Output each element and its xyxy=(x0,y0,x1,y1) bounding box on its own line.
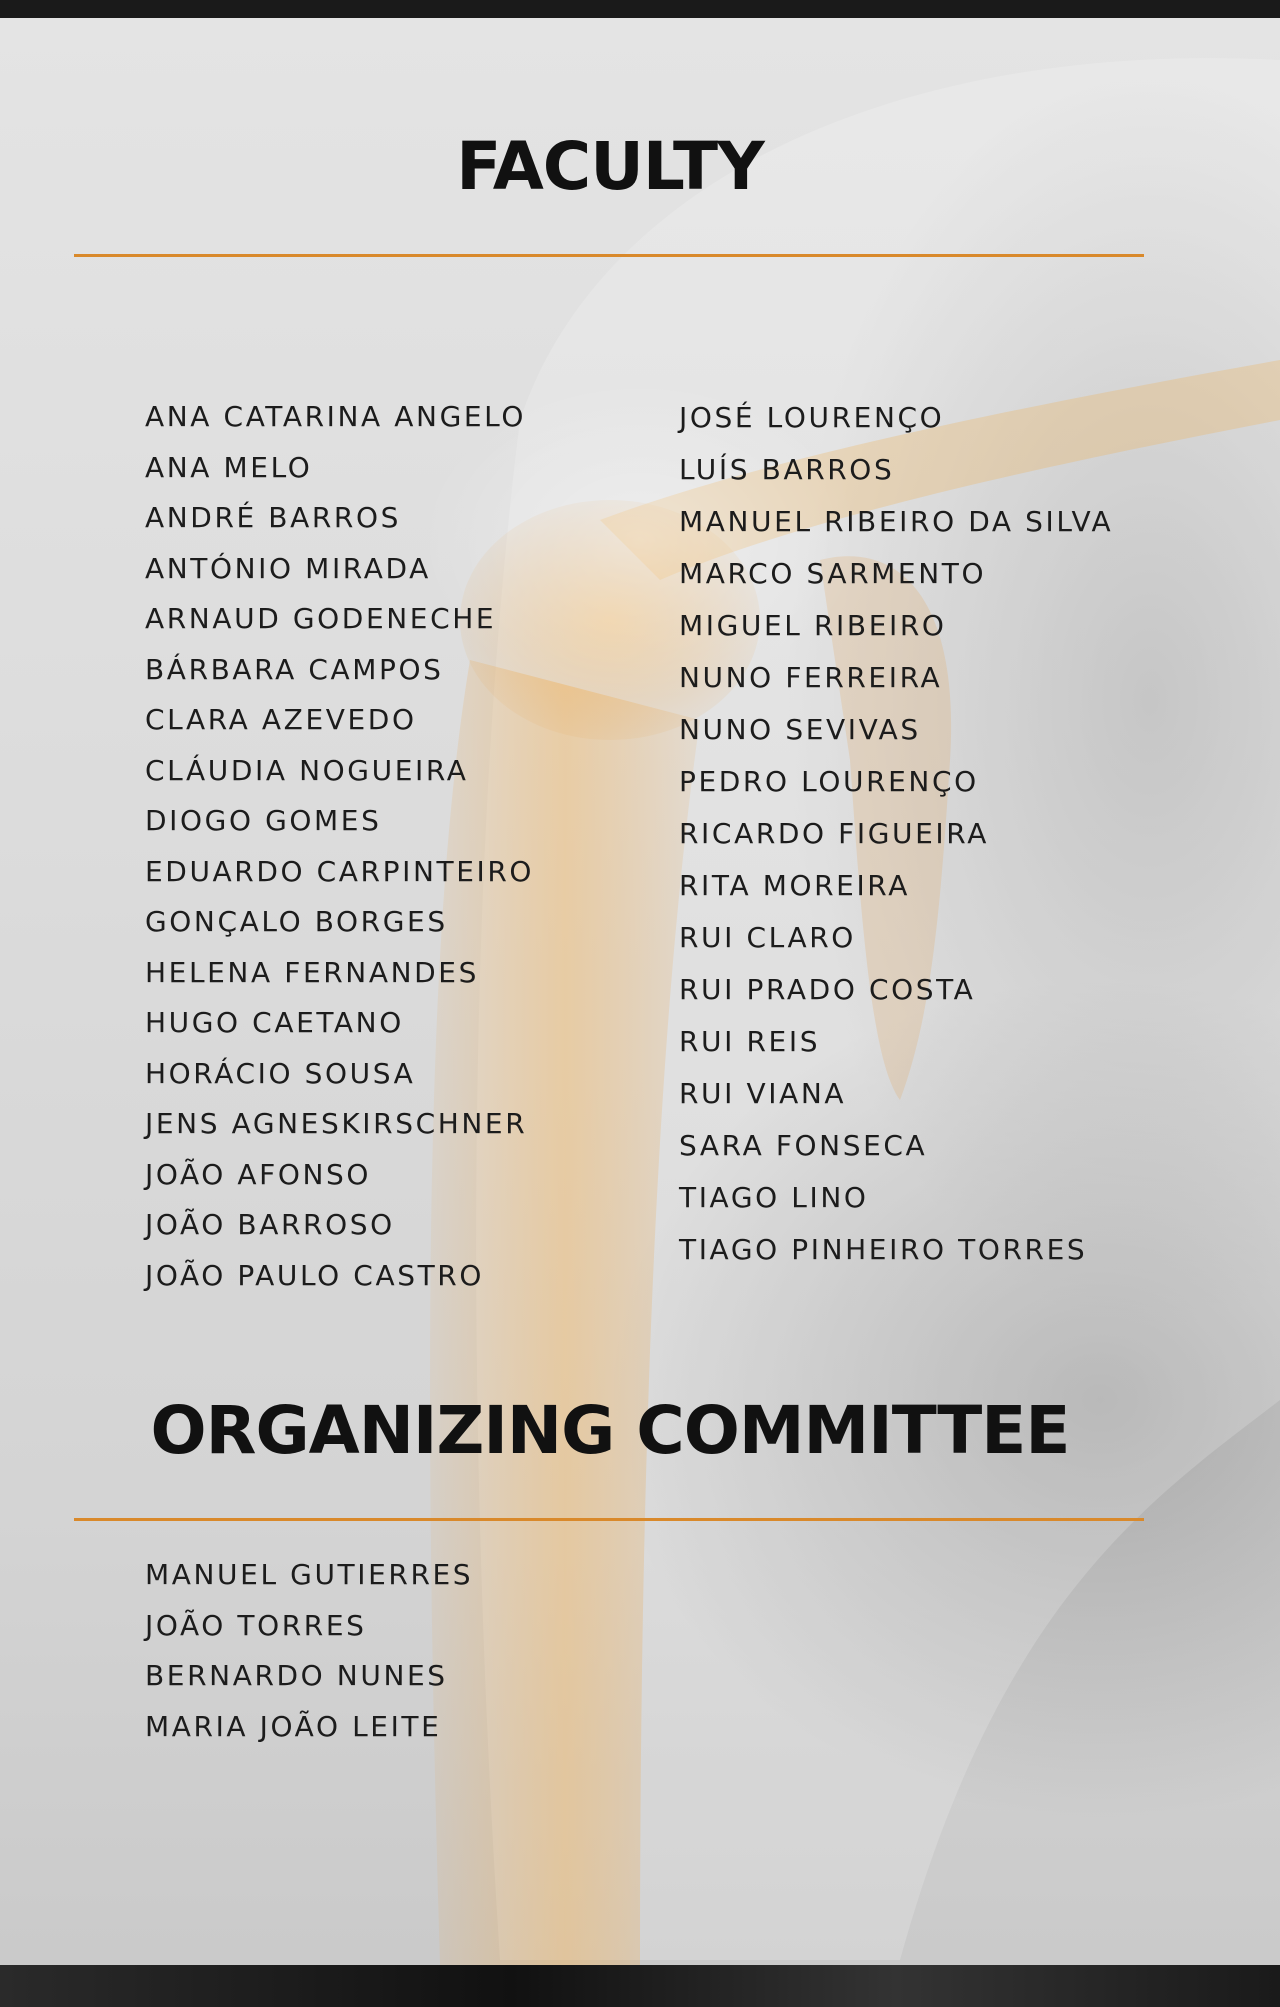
faculty-name: MANUEL RIBEIRO DA SILVA xyxy=(679,505,1114,538)
faculty-name: EDUARDO CARPINTEIRO xyxy=(145,854,535,888)
faculty-name: ANTÓNIO MIRADA xyxy=(145,551,431,585)
faculty-name: ARNAUD GODENECHE xyxy=(145,602,497,635)
faculty-name: JOSÉ LOURENÇO xyxy=(679,401,945,434)
faculty-heading: FACULTY xyxy=(456,128,764,205)
faculty-name: JOÃO AFONSO xyxy=(145,1157,372,1191)
faculty-name: RUI PRADO COSTA xyxy=(679,973,976,1006)
faculty-divider xyxy=(74,254,1144,257)
faculty-name: ANA MELO xyxy=(145,450,313,484)
faculty-name: HUGO CAETANO xyxy=(145,1006,404,1039)
faculty-name: BÁRBARA CAMPOS xyxy=(145,652,444,686)
faculty-name: RUI CLARO xyxy=(679,921,856,954)
committee-member: JOÃO TORRES xyxy=(145,1608,367,1642)
faculty-name: PEDRO LOURENÇO xyxy=(679,765,979,798)
committee-member: BERNARDO NUNES xyxy=(145,1659,448,1692)
committee-heading: ORGANIZING COMMITTEE xyxy=(150,1392,1070,1469)
faculty-name: JENS AGNESKIRSCHNER xyxy=(145,1107,528,1140)
bottom-border xyxy=(0,1965,1280,2007)
faculty-name: JOÃO PAULO CASTRO xyxy=(145,1258,484,1292)
faculty-name: CLARA AZEVEDO xyxy=(145,703,417,736)
faculty-list-right xyxy=(679,392,1113,1276)
faculty-name: HORÁCIO SOUSA xyxy=(145,1056,416,1090)
faculty-name: TIAGO PINHEIRO TORRES xyxy=(679,1233,1088,1266)
faculty-name: MIGUEL RIBEIRO xyxy=(679,609,947,642)
faculty-name: RUI VIANA xyxy=(679,1077,847,1110)
faculty-name: DIOGO GOMES xyxy=(145,804,382,837)
faculty-list-left xyxy=(145,392,534,1301)
committee-list xyxy=(145,1550,473,1752)
faculty-name: NUNO FERREIRA xyxy=(679,661,943,694)
committee-divider xyxy=(74,1518,1144,1521)
faculty-name: NUNO SEVIVAS xyxy=(679,713,921,746)
faculty-name: HELENA FERNANDES xyxy=(145,955,479,989)
faculty-name: RUI REIS xyxy=(679,1025,821,1058)
faculty-name: RICARDO FIGUEIRA xyxy=(679,817,989,850)
faculty-name: CLÁUDIA NOGUEIRA xyxy=(145,753,469,787)
faculty-name: LUÍS BARROS xyxy=(679,453,895,486)
faculty-name: ANDRÉ BARROS xyxy=(145,501,401,534)
faculty-name: SARA FONSECA xyxy=(679,1129,928,1162)
committee-member: MARIA JOÃO LEITE xyxy=(145,1709,442,1743)
committee-member: MANUEL GUTIERRES xyxy=(145,1558,474,1591)
faculty-name: ANA CATARINA ANGELO xyxy=(145,400,527,433)
faculty-name: RITA MOREIRA xyxy=(679,869,910,902)
faculty-name: TIAGO LINO xyxy=(679,1181,869,1214)
faculty-name: MARCO SARMENTO xyxy=(679,557,987,590)
faculty-name: JOÃO BARROSO xyxy=(145,1208,395,1241)
faculty-name: GONÇALO BORGES xyxy=(145,905,448,938)
